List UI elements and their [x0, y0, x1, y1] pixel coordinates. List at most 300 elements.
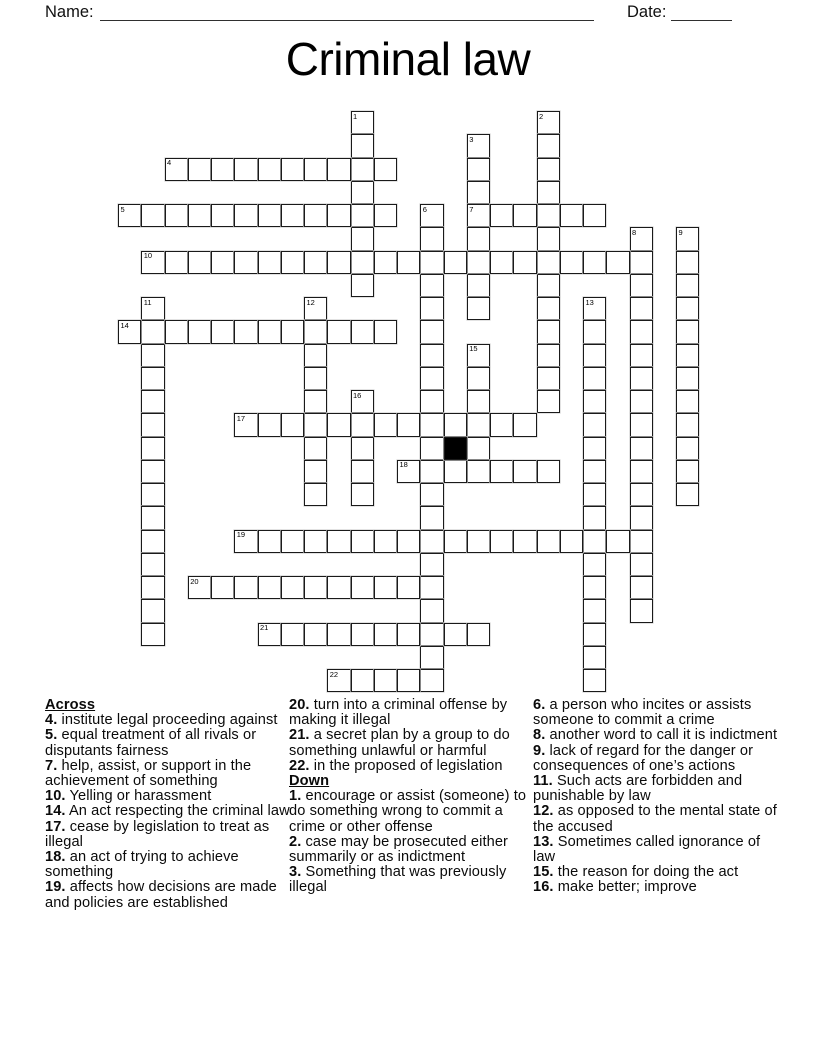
- grid-cell[interactable]: [258, 576, 281, 599]
- grid-cell[interactable]: [676, 251, 699, 274]
- grid-cell[interactable]: [537, 111, 560, 134]
- grid-cell[interactable]: [583, 483, 606, 506]
- grid-cell[interactable]: [467, 530, 490, 553]
- grid-cell[interactable]: [583, 623, 606, 646]
- grid-cell[interactable]: [420, 530, 443, 553]
- down-heading: Down: [289, 773, 330, 790]
- cell-number: 16: [353, 390, 362, 400]
- clue-item: 14. An act respecting the criminal law: [45, 803, 290, 820]
- grid-cell[interactable]: [467, 204, 490, 227]
- grid-cell[interactable]: [211, 158, 234, 181]
- grid-cell[interactable]: [327, 251, 350, 274]
- grid-cell[interactable]: [583, 576, 606, 599]
- grid-cell[interactable]: [211, 320, 234, 343]
- grid-cell[interactable]: [467, 413, 490, 436]
- cell-number: 4: [167, 158, 172, 167]
- clue-item: 8. another word to call it is indictment: [533, 727, 778, 744]
- grid-cell[interactable]: [304, 576, 327, 599]
- clue-number: 8.: [533, 727, 546, 744]
- grid-cell[interactable]: [560, 530, 583, 553]
- grid-cell[interactable]: [537, 251, 560, 274]
- grid-cell[interactable]: [490, 530, 513, 553]
- grid-cell[interactable]: [258, 413, 281, 436]
- clue-item: 22. in the proposed of legislation: [289, 757, 503, 774]
- grid-cell[interactable]: [281, 623, 304, 646]
- grid-cell[interactable]: [444, 251, 467, 274]
- cell-number: 2: [539, 111, 544, 121]
- grid-cell[interactable]: [351, 251, 374, 274]
- grid-cell[interactable]: [141, 576, 164, 599]
- grid-cell[interactable]: [583, 367, 606, 390]
- clue-number: 9.: [533, 742, 546, 759]
- grid-cell[interactable]: [351, 274, 374, 297]
- grid-cell[interactable]: [281, 251, 304, 274]
- grid-cell[interactable]: [513, 460, 536, 483]
- cell-number: 14: [120, 320, 129, 330]
- grid-cell[interactable]: [420, 413, 443, 436]
- grid-cell[interactable]: [351, 227, 374, 250]
- name-label: Name:: [45, 3, 94, 21]
- clue-item: 15. the reason for doing the act: [533, 864, 739, 881]
- grid-cell[interactable]: [327, 413, 350, 436]
- clue-number: 20.: [289, 697, 310, 713]
- grid-cell[interactable]: [676, 367, 699, 390]
- grid-cell[interactable]: [676, 297, 699, 320]
- clue-number: 5.: [45, 727, 58, 744]
- grid-cell[interactable]: [141, 344, 164, 367]
- cell-number: 19: [236, 530, 246, 539]
- grid-cell[interactable]: [513, 413, 536, 436]
- grid-cell[interactable]: [420, 669, 443, 692]
- grid-cell[interactable]: [560, 251, 583, 274]
- grid-cell[interactable]: [327, 623, 350, 646]
- grid-cell[interactable]: [583, 251, 606, 274]
- cell-number: 15: [469, 344, 478, 353]
- grid-cell[interactable]: [351, 530, 374, 553]
- grid-cell[interactable]: [537, 134, 560, 157]
- grid-cell[interactable]: [467, 460, 490, 483]
- grid-cell[interactable]: [467, 251, 490, 274]
- clue-item: 6. a person who incites or assists someone to commit a crime: [533, 697, 752, 729]
- grid-cell[interactable]: [630, 274, 653, 297]
- grid-cell[interactable]: [327, 158, 350, 181]
- grid-cell[interactable]: [304, 204, 327, 227]
- grid-cell[interactable]: [420, 251, 443, 274]
- grid-cell[interactable]: [583, 599, 606, 622]
- clue-item: 12. as opposed to the mental state of the accused: [533, 803, 777, 835]
- clue-item: 11. Such acts are forbidden and punishable by law: [533, 773, 743, 805]
- grid-cell[interactable]: [583, 553, 606, 576]
- grid-cell[interactable]: [420, 599, 443, 622]
- grid-cell[interactable]: [141, 297, 164, 320]
- grid-cell[interactable]: [281, 530, 304, 553]
- grid-cell[interactable]: [234, 530, 257, 553]
- grid-cell[interactable]: [583, 530, 606, 553]
- grid-cell[interactable]: [234, 204, 257, 227]
- grid-cell[interactable]: [444, 530, 467, 553]
- grid-cell[interactable]: [444, 413, 467, 436]
- grid-cell[interactable]: [583, 506, 606, 529]
- grid-cell[interactable]: [327, 576, 350, 599]
- grid-cell[interactable]: [676, 227, 699, 250]
- grid-cell[interactable]: [467, 158, 490, 181]
- grid-cell[interactable]: [420, 367, 443, 390]
- clue-item: 4. institute legal proceeding against: [45, 712, 278, 729]
- grid-cell[interactable]: [490, 413, 513, 436]
- grid-cell[interactable]: [676, 483, 699, 506]
- grid-cell[interactable]: [537, 320, 560, 343]
- grid-cell[interactable]: [467, 437, 490, 460]
- grid-cell[interactable]: [420, 297, 443, 320]
- grid-cell[interactable]: [327, 530, 350, 553]
- grid-cell[interactable]: [630, 483, 653, 506]
- grid-cell[interactable]: [537, 181, 560, 204]
- grid-cell[interactable]: [281, 158, 304, 181]
- grid-cell[interactable]: [583, 646, 606, 669]
- grid-cell[interactable]: [165, 320, 188, 343]
- grid-cell[interactable]: [606, 251, 629, 274]
- grid-cell[interactable]: [630, 297, 653, 320]
- grid-cell[interactable]: [537, 274, 560, 297]
- grid-cell[interactable]: [537, 367, 560, 390]
- clue-number: 7.: [45, 757, 58, 774]
- grid-cell[interactable]: [420, 437, 443, 460]
- clue-number: 15.: [533, 864, 554, 881]
- grid-cell[interactable]: [397, 576, 420, 599]
- grid-cell[interactable]: [630, 553, 653, 576]
- grid-cell[interactable]: [676, 413, 699, 436]
- clue-item: 18. an act of trying to achieve something: [45, 849, 239, 881]
- grid-cell[interactable]: [420, 204, 443, 227]
- grid-cell[interactable]: [560, 204, 583, 227]
- grid-cell[interactable]: [513, 530, 536, 553]
- grid-cell[interactable]: [397, 413, 420, 436]
- grid-cell[interactable]: [304, 251, 327, 274]
- grid-cell[interactable]: [676, 437, 699, 460]
- grid-cell[interactable]: [327, 320, 350, 343]
- grid-cell[interactable]: [211, 204, 234, 227]
- grid-cell[interactable]: [234, 251, 257, 274]
- grid-cell[interactable]: [351, 413, 374, 436]
- grid-cell[interactable]: [351, 158, 374, 181]
- clue-number: 18.: [45, 849, 66, 866]
- grid-cell[interactable]: [583, 437, 606, 460]
- grid-cell[interactable]: [583, 669, 606, 692]
- grid-cell[interactable]: [327, 204, 350, 227]
- grid-cell[interactable]: [304, 390, 327, 413]
- grid-cell[interactable]: [141, 390, 164, 413]
- grid-cell[interactable]: [304, 320, 327, 343]
- grid-cell[interactable]: [630, 413, 653, 436]
- grid-cell[interactable]: [141, 251, 164, 274]
- grid-cell[interactable]: [630, 367, 653, 390]
- cell-number: 3: [469, 134, 474, 144]
- grid-cell[interactable]: [374, 669, 397, 692]
- grid-cell[interactable]: [234, 320, 257, 343]
- grid-cell[interactable]: [351, 390, 374, 413]
- cell-number: 13: [585, 297, 594, 307]
- clue-number: 10.: [45, 788, 66, 805]
- grid-cell[interactable]: [513, 204, 536, 227]
- grid-cell[interactable]: [304, 297, 327, 320]
- grid-cell[interactable]: [351, 669, 374, 692]
- clue-item: 7. help, assist, or support in the achievement of something: [45, 757, 252, 790]
- grid-cell[interactable]: [374, 158, 397, 181]
- grid-cell[interactable]: [304, 413, 327, 436]
- grid-cell[interactable]: [583, 344, 606, 367]
- grid-cell[interactable]: [118, 204, 141, 227]
- clue-item: 19. affects how decisions are made and policies are established: [45, 879, 277, 911]
- grid-cell[interactable]: [676, 390, 699, 413]
- grid-cell[interactable]: [374, 623, 397, 646]
- grid-cell[interactable]: [351, 623, 374, 646]
- grid-cell[interactable]: [374, 576, 397, 599]
- grid-cell[interactable]: [141, 320, 164, 343]
- grid-cell[interactable]: [397, 251, 420, 274]
- grid-cell[interactable]: [141, 623, 164, 646]
- grid-cell[interactable]: [351, 111, 374, 134]
- grid-cell[interactable]: [420, 460, 443, 483]
- clue-number: 17.: [45, 818, 66, 835]
- grid-cell[interactable]: [467, 181, 490, 204]
- grid-cell[interactable]: [351, 320, 374, 343]
- grid-cell[interactable]: [537, 530, 560, 553]
- grid-cell[interactable]: [374, 204, 397, 227]
- grid-cell[interactable]: [374, 251, 397, 274]
- grid-cell[interactable]: [676, 344, 699, 367]
- cell-number: 17: [236, 413, 246, 423]
- grid-cell[interactable]: [630, 344, 653, 367]
- cell-number: 5: [120, 204, 125, 214]
- grid-cell[interactable]: [281, 576, 304, 599]
- grid-cell[interactable]: [444, 623, 467, 646]
- grid-cell[interactable]: [490, 251, 513, 274]
- grid-cell[interactable]: [467, 623, 490, 646]
- grid-cell[interactable]: [304, 344, 327, 367]
- grid-cell[interactable]: [676, 274, 699, 297]
- grid-cell[interactable]: [141, 437, 164, 460]
- cell-number: 12: [306, 297, 315, 307]
- grid-cell[interactable]: [141, 553, 164, 576]
- grid-cell[interactable]: [304, 530, 327, 553]
- grid-cell[interactable]: [537, 390, 560, 413]
- grid-cell[interactable]: [304, 367, 327, 390]
- grid-cell[interactable]: [420, 646, 443, 669]
- grid-cell[interactable]: [304, 158, 327, 181]
- grid-cell[interactable]: [583, 413, 606, 436]
- grid-cell[interactable]: [351, 437, 374, 460]
- grid-cell[interactable]: [281, 413, 304, 436]
- grid-cell[interactable]: [467, 297, 490, 320]
- clue-column-right: [533, 698, 783, 896]
- grid-cell[interactable]: [420, 553, 443, 576]
- grid-cell[interactable]: [211, 576, 234, 599]
- grid-cell[interactable]: [397, 460, 420, 483]
- grid-cell[interactable]: [258, 623, 281, 646]
- grid-cell[interactable]: [258, 158, 281, 181]
- grid-cell[interactable]: [630, 227, 653, 250]
- clue-item: 9. lack of regard for the danger or consequences of one’s actions: [533, 742, 754, 774]
- grid-cell[interactable]: [374, 320, 397, 343]
- grid-cell[interactable]: [606, 530, 629, 553]
- clue-item: 17. cease by legislation to treat as illegal: [45, 818, 270, 850]
- cell-number: 11: [143, 297, 152, 307]
- grid-cell[interactable]: [420, 390, 443, 413]
- black-cell: [444, 437, 467, 460]
- grid-cell[interactable]: [420, 320, 443, 343]
- grid-cell[interactable]: [351, 134, 374, 157]
- grid-cell[interactable]: [630, 460, 653, 483]
- grid-cell[interactable]: [165, 158, 188, 181]
- grid-cell[interactable]: [188, 204, 211, 227]
- grid-cell[interactable]: [676, 320, 699, 343]
- clue-item: 21. a secret plan by a group to do something unlawful or harmful: [289, 727, 510, 759]
- grid-cell[interactable]: [630, 599, 653, 622]
- grid-cell[interactable]: [281, 320, 304, 343]
- grid-cell[interactable]: [188, 251, 211, 274]
- grid-cell[interactable]: [258, 320, 281, 343]
- grid-cell[interactable]: [444, 460, 467, 483]
- clue-number: 2.: [289, 833, 302, 850]
- clue-item: 16. make better; improve: [533, 879, 697, 896]
- grid-cell[interactable]: [118, 320, 141, 343]
- grid-cell[interactable]: [467, 390, 490, 413]
- clue-column-middle: [289, 698, 535, 896]
- grid-cell[interactable]: [141, 204, 164, 227]
- grid-cell[interactable]: [141, 530, 164, 553]
- grid-cell[interactable]: [537, 158, 560, 181]
- clue-item: 13. Sometimes called ignorance of law: [533, 833, 761, 866]
- grid-cell[interactable]: [490, 460, 513, 483]
- grid-cell[interactable]: [420, 227, 443, 250]
- grid-cell[interactable]: [467, 367, 490, 390]
- cell-number: 22: [329, 669, 339, 679]
- clue-item: 2. case may be prosecuted either summarily or as indictment: [289, 833, 508, 866]
- grid-cell[interactable]: [583, 390, 606, 413]
- cell-number: 10: [143, 251, 153, 260]
- grid-cell[interactable]: [141, 367, 164, 390]
- grid-cell[interactable]: [467, 134, 490, 157]
- grid-cell[interactable]: [397, 623, 420, 646]
- clue-item: 10. Yelling or harassment: [45, 788, 212, 805]
- grid-cell[interactable]: [304, 437, 327, 460]
- grid-cell[interactable]: [630, 506, 653, 529]
- grid-cell[interactable]: [281, 204, 304, 227]
- grid-cell[interactable]: [537, 227, 560, 250]
- grid-cell[interactable]: [583, 320, 606, 343]
- grid-cell[interactable]: [141, 506, 164, 529]
- cell-number: 1: [353, 111, 358, 121]
- grid-cell[interactable]: [327, 669, 350, 692]
- grid-cell[interactable]: [304, 623, 327, 646]
- grid-cell[interactable]: [397, 669, 420, 692]
- grid-cell[interactable]: [397, 530, 420, 553]
- clue-number: 11.: [533, 773, 553, 790]
- grid-cell[interactable]: [537, 297, 560, 320]
- grid-cell[interactable]: [537, 344, 560, 367]
- clue-number: 3.: [289, 864, 302, 881]
- cell-number: 6: [422, 204, 427, 214]
- grid-cell[interactable]: [374, 413, 397, 436]
- grid-cell[interactable]: [258, 251, 281, 274]
- grid-cell[interactable]: [141, 413, 164, 436]
- clue-column-left: [45, 698, 293, 911]
- grid-cell[interactable]: [188, 158, 211, 181]
- grid-cell[interactable]: [351, 576, 374, 599]
- grid-cell[interactable]: [304, 483, 327, 506]
- page-title: Criminal law: [285, 33, 531, 85]
- grid-cell[interactable]: [141, 599, 164, 622]
- grid-cell[interactable]: [420, 576, 443, 599]
- grid-cell[interactable]: [258, 530, 281, 553]
- clue-number: 19.: [45, 879, 66, 896]
- clue-item: 1. encourage or assist (someone) to do something wrong to commit a crime or other offense: [289, 788, 527, 835]
- clue-number: 12.: [533, 803, 554, 820]
- grid-cell[interactable]: [537, 460, 560, 483]
- grid-cell[interactable]: [630, 530, 653, 553]
- grid-cell[interactable]: [420, 274, 443, 297]
- grid-cell[interactable]: [211, 251, 234, 274]
- grid-cell[interactable]: [234, 158, 257, 181]
- clue-number: 6.: [533, 697, 546, 713]
- grid-cell[interactable]: [513, 251, 536, 274]
- grid-cell[interactable]: [351, 204, 374, 227]
- grid-cell[interactable]: [630, 437, 653, 460]
- grid-cell[interactable]: [304, 460, 327, 483]
- grid-cell[interactable]: [467, 344, 490, 367]
- grid-cell[interactable]: [374, 530, 397, 553]
- across-heading: Across: [45, 697, 96, 713]
- grid-cell[interactable]: [420, 623, 443, 646]
- grid-cell[interactable]: [234, 576, 257, 599]
- grid-cell[interactable]: [141, 483, 164, 506]
- grid-cell[interactable]: [258, 204, 281, 227]
- grid-cell[interactable]: [234, 413, 257, 436]
- grid-cell[interactable]: [537, 204, 560, 227]
- grid-cell[interactable]: [351, 181, 374, 204]
- grid-cell[interactable]: [676, 460, 699, 483]
- grid-cell[interactable]: [165, 251, 188, 274]
- grid-cell[interactable]: [420, 483, 443, 506]
- cell-number: 20: [190, 576, 199, 586]
- clue-number: 1.: [289, 788, 302, 805]
- grid-cell[interactable]: [351, 460, 374, 483]
- cell-number: 21: [260, 623, 269, 632]
- grid-cell[interactable]: [630, 576, 653, 599]
- grid-cell[interactable]: [188, 320, 211, 343]
- clue-number: 21.: [289, 727, 310, 744]
- grid-cell[interactable]: [630, 251, 653, 274]
- grid-cell[interactable]: [165, 204, 188, 227]
- clue-number: 16.: [533, 879, 554, 896]
- grid-cell[interactable]: [420, 506, 443, 529]
- clue-item: 20. turn into a criminal offense by making it illegal: [289, 697, 508, 729]
- grid-cell[interactable]: [583, 204, 606, 227]
- grid-cell[interactable]: [630, 390, 653, 413]
- grid-cell[interactable]: [141, 460, 164, 483]
- grid-cell[interactable]: [188, 576, 211, 599]
- grid-cell[interactable]: [583, 297, 606, 320]
- clue-item: 3. Something that was previously illegal: [289, 864, 507, 896]
- grid-cell[interactable]: [490, 204, 513, 227]
- grid-cell[interactable]: [420, 344, 443, 367]
- grid-cell[interactable]: [467, 227, 490, 250]
- grid-cell[interactable]: [351, 483, 374, 506]
- grid-cell[interactable]: [630, 320, 653, 343]
- cell-number: 18: [399, 460, 408, 470]
- grid-cell[interactable]: [467, 274, 490, 297]
- grid-cell[interactable]: [583, 460, 606, 483]
